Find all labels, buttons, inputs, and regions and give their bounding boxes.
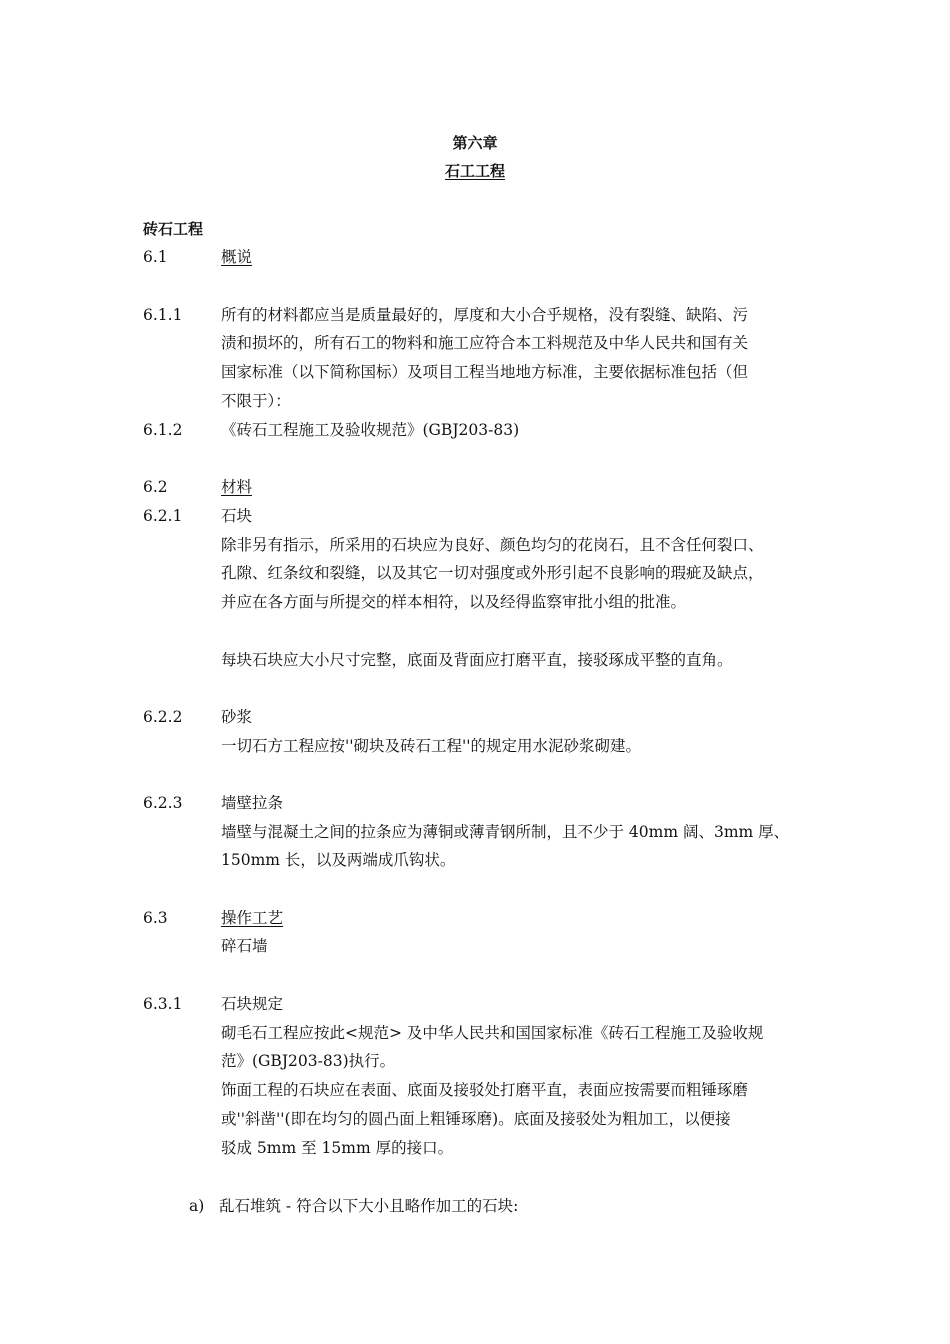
list-item-marker: a) (189, 1197, 205, 1215)
clause-number-6-1-2: 6.1.2 (143, 421, 183, 439)
clause-title-6-2: 材料 (221, 478, 253, 496)
clause-6-2-1-para2: 每块石块应大小尺寸完整，底面及背面应打磨平直，接驳琢成平整的直角。 (221, 651, 733, 669)
clause-number-6-1-1: 6.1.1 (143, 306, 183, 324)
clause-number-6-2-3: 6.2.3 (143, 794, 183, 812)
clause-6-3-1-line: 饰面工程的石块应在表面、底面及接驳处打磨平直，表面应按需要而粗锤琢磨 (221, 1081, 749, 1099)
clause-6-1-1-line: 国家标准（以下简称国标）及项目工程当地地方标准，主要依据标准包括（但 (221, 363, 749, 381)
clause-number-6-2-2: 6.2.2 (143, 708, 183, 726)
clause-title-6-2-1: 石块 (221, 507, 253, 525)
clause-6-3-subtitle: 碎石墙 (221, 937, 268, 955)
clause-number-6-3: 6.3 (143, 909, 168, 927)
clause-6-2-3-line: 150mm 长，以及两端成爪钩状。 (221, 851, 456, 869)
clause-title-6-2-2: 砂浆 (221, 708, 253, 726)
clause-title-6-3: 操作工艺 (221, 909, 284, 927)
clause-title-6-2-3: 墙壁拉条 (221, 794, 284, 812)
clause-6-2-1-line: 除非另有指示，所采用的石块应为良好、颜色均匀的花岗石，且不含任何裂口、 (221, 536, 764, 554)
clause-6-2-1-line: 孔隙、红条纹和裂缝，以及其它一切对强度或外形引起不良影响的瑕疵及缺点， (221, 564, 764, 582)
clause-6-3-1-line: 驳成 5mm 至 15mm 厚的接口。 (221, 1139, 454, 1157)
chapter-title-text: 石工工程 (444, 162, 505, 180)
clause-number-6-2: 6.2 (143, 478, 168, 496)
clause-6-1-1-line: 渍和损坏的，所有石工的物料和施工应符合本工料规范及中华人民共和国有关 (221, 334, 749, 352)
clause-6-1-1-line: 不限于）： (221, 392, 291, 410)
clause-6-3-1-line: 范》(GBJ203-83)执行。 (221, 1052, 396, 1070)
clause-title-6-1: 概说 (221, 248, 253, 266)
clause-title-6-3-1: 石块规定 (221, 995, 284, 1013)
clause-6-2-1-line: 并应在各方面与所提交的样本相符，以及经得监察审批小组的批准。 (221, 593, 687, 611)
clause-6-1-1-line: 所有的材料都应当是质量最好的，厚度和大小合乎规格，没有裂缝、缺陷、污 (221, 306, 749, 324)
clause-6-2-2-text: 一切石方工程应按''砌块及砖石工程''的规定用水泥砂浆砌建。 (221, 737, 642, 755)
clause-number-6-3-1: 6.3.1 (143, 995, 183, 1013)
list-item-text: 乱石堆筑 - 符合以下大小且略作加工的石块: (219, 1197, 519, 1215)
clause-6-1-2-text: 《砖石工程施工及验收规范》(GBJ203-83) (221, 421, 520, 439)
clause-number-6-1: 6.1 (143, 248, 168, 266)
clause-number-6-2-1: 6.2.1 (143, 507, 183, 525)
section-heading: 砖石工程 (143, 220, 204, 238)
clause-6-3-1-line: 或''斜凿''(即在均匀的圆凸面上粗锤琢磨)。底面及接驳处为粗加工，以便接 (221, 1110, 731, 1128)
clause-6-3-1-line: 砌毛石工程应按此<规范> 及中华人民共和国国家标准《砖石工程施工及验收规 (221, 1024, 764, 1042)
clause-6-2-3-line: 墙壁与混凝土之间的拉条应为薄铜或薄青钢所制，且不少于 40mm 阔、3mm 厚、 (221, 823, 790, 841)
chapter-title (0, 161, 950, 181)
chapter-number: 第六章 (452, 134, 498, 152)
